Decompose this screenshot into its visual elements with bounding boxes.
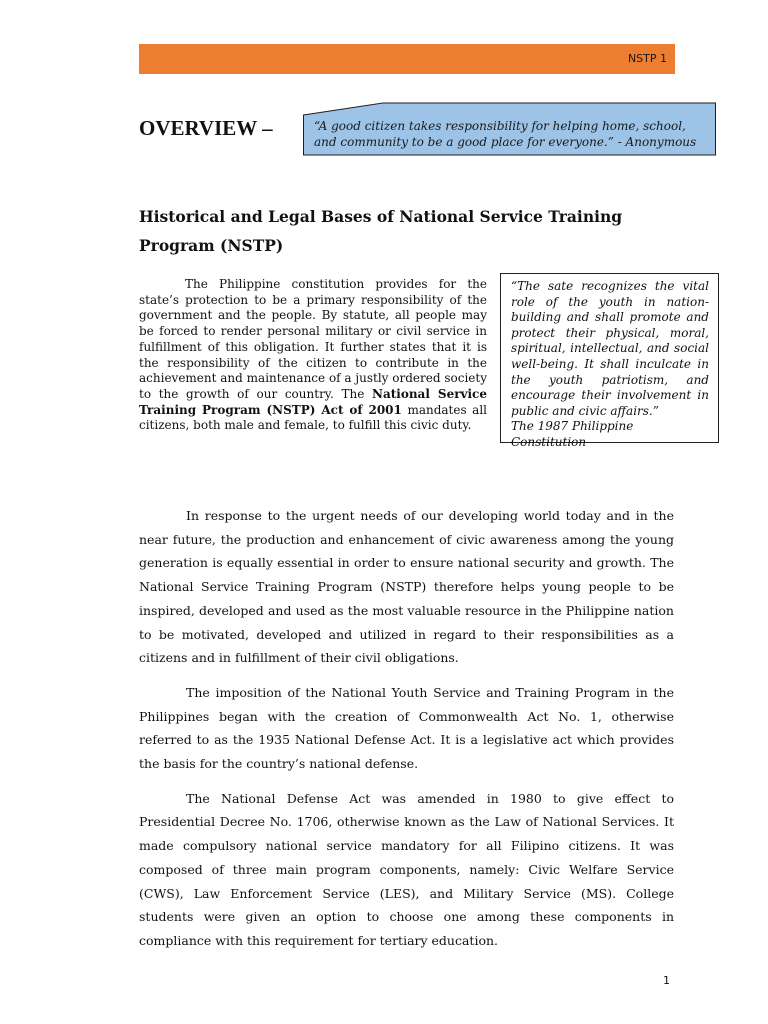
page-number: 1 <box>663 974 670 987</box>
header-bar <box>139 44 675 74</box>
constitution-quote-source: The 1987 Philippine Constitution <box>511 419 634 449</box>
body-paragraph: In response to the urgent needs of our developing world today and in the near future, the production and enhancement of civic awareness among the young generation is equally essential in order to ensure national security and growth. The National Service Training Program (NSTP) therefore helps young people to be inspired, developed and used as the most valuable resource in the Philippine nation to be motivated, developed and utilized in regard to their responsibilities as a citizens and in fulfillment of their civil obligations. <box>139 508 674 666</box>
body-text <box>139 504 674 964</box>
overview-quote-box <box>303 102 716 156</box>
overview-title: OVERVIEW – <box>139 116 273 140</box>
body-paragraph: The National Defense Act was amended in 1980 to give effect to Presidential Decree No. 1706, otherwise known as the Law of National Services. It made compulsory national service mandatory for all Filipino citizens. It was composed of three main program components, namely: Civic Welfare Service (CWS), Law Enforcement Service (LES), and Military Service (MS). College students were given an option to choose one among these components in compliance with this requirement for tertiary education. <box>139 790 674 948</box>
overview-quote-text: “A good citizen takes responsibility for helping home, school, and community to be a good place for everyone.” - Anonymous <box>314 119 697 149</box>
section-title: Historical and Legal Bases of National Service Training Program (NSTP) <box>139 207 623 255</box>
body-paragraph: The imposition of the National Youth Service and Training Program in the Philippines began with the creation of Commonwealth Act No. 1, otherwise referred to as the 1935 National Defense Act. It is a legislative act which provides the basis for the country’s national defense. <box>139 684 674 772</box>
header-label: NSTP 1 <box>627 52 667 65</box>
intro-text-before: The Philippine constitution provides for the state’s protection to be a primary responsibility of the government and the people. By statute, all people may be forced to render personal military or civil service in fulfillment of this obligation. It further states that it is the responsibility of the citizen to contribute in the achievement and maintenance of a justly ordered society to the growth of our country. The <box>139 277 487 401</box>
intro-text-after: mandates all citizens, both male and female, to fulfill this civic duty. <box>139 402 488 433</box>
constitution-quote-text: “The sate recognizes the vital role of the youth in nation-building and shall promote and protect their physical, moral, spiritual, intellectual, and social well-being. It shall inculcate in the youth patriotism, and encourage their involvement in public and civic affairs.” <box>511 279 709 418</box>
constitution-quote-box <box>500 273 719 449</box>
intro-bold-act: National Service Training Program (NSTP) Act of 2001 <box>139 386 487 417</box>
intro-paragraph <box>139 277 487 434</box>
